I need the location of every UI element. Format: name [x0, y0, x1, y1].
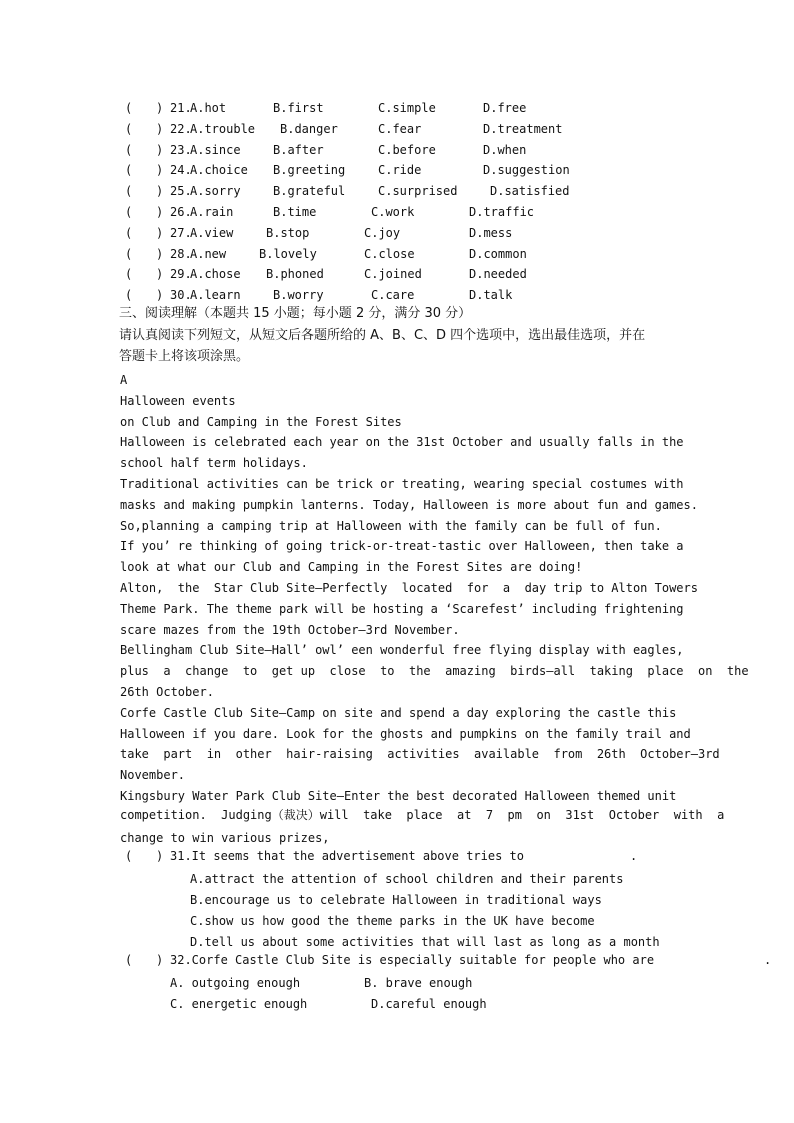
- question-paren-close: ): [156, 267, 164, 281]
- passage-title-line-1: Halloween events: [120, 394, 236, 408]
- option-b: B.greeting: [273, 163, 346, 177]
- question-number: 23.: [170, 143, 192, 157]
- option-c: C.surprised: [378, 184, 458, 198]
- paragraph-line: masks and making pumpkin lanterns. Today, Halloween is more about fun and games.: [120, 498, 698, 512]
- q32-stem: 32.Corfe Castle Club Site is especially suitable for people who are: [170, 953, 655, 967]
- instructions-line-2: 答题卡上将该项涂黑。: [119, 349, 250, 364]
- question-paren-close: ): [156, 143, 164, 157]
- paragraph-line: plus a change to get up close to the amazing birds—all taking place on the: [120, 664, 749, 678]
- question-paren: (: [125, 163, 133, 177]
- q32-option-d: D.careful enough: [371, 997, 487, 1011]
- q31-option-b: B.encourage us to celebrate Halloween in traditional ways: [190, 893, 602, 907]
- option-a: A.sorry: [190, 184, 241, 198]
- option-a: A.view: [190, 226, 234, 240]
- question-number: 28.: [170, 247, 192, 261]
- question-number: 22.: [170, 122, 192, 136]
- option-d: D.traffic: [469, 205, 535, 219]
- question-paren-close: ): [156, 205, 164, 219]
- option-b: B.phoned: [266, 267, 324, 281]
- option-b: B.first: [273, 101, 324, 115]
- paragraph-line: Theme Park. The theme park will be hosting a ‘Scarefest’ including frightening: [120, 602, 684, 616]
- q32-option-b: B. brave enough: [364, 976, 473, 990]
- paragraph-line: look at what our Club and Camping in the Forest Sites are doing!: [120, 560, 583, 574]
- option-c: C.work: [371, 205, 415, 219]
- question-paren: (: [125, 205, 133, 219]
- question-paren: (: [125, 184, 133, 198]
- question-number: 21.: [170, 101, 192, 115]
- option-a: A.new: [190, 247, 227, 261]
- question-paren-close: ): [156, 184, 164, 198]
- section-heading: 三、阅读理解（本题共 15 小题；每小题 2 分，满分 30 分）: [119, 306, 472, 321]
- question-paren-close: ): [156, 163, 164, 177]
- option-d: D.when: [483, 143, 527, 157]
- paragraph-line: Corfe Castle Club Site—Camp on site and spend a day exploring the castle this: [120, 706, 677, 720]
- paragraph-line: take part in other hair-raising activities available from 26th October—3rd: [120, 747, 720, 761]
- paragraph-line: Traditional activities can be trick or treating, wearing special costumes with: [120, 477, 684, 491]
- option-a: A.learn: [190, 288, 241, 302]
- option-a: A.chose: [190, 267, 241, 281]
- q32-period: .: [764, 953, 772, 967]
- option-c: C.fear: [378, 122, 422, 136]
- q32-option-c: C. energetic enough: [170, 997, 308, 1011]
- paragraph-line: Halloween is celebrated each year on the 31st October and usually falls in the: [120, 435, 684, 449]
- q31-option-a: A.attract the attention of school children and their parents: [190, 872, 624, 886]
- option-c: C.joined: [364, 267, 422, 281]
- option-b: B.after: [273, 143, 324, 157]
- question-paren-close: ): [156, 226, 164, 240]
- question-paren: (: [125, 247, 133, 261]
- option-c: C.ride: [378, 163, 422, 177]
- passage-title-line-2: on Club and Camping in the Forest Sites: [120, 415, 402, 429]
- q31-stem: 31.It seems that the advertisement above tries to: [170, 849, 525, 863]
- option-c: C.simple: [378, 101, 436, 115]
- question-paren: (: [125, 101, 133, 115]
- option-d: D.common: [469, 247, 527, 261]
- paragraph-line: competition. Judging（裁决）will take place at 7 pm on 31st October with a: [120, 808, 725, 822]
- question-paren: (: [125, 143, 133, 157]
- option-a: A.choice: [190, 163, 248, 177]
- question-paren-close: ): [156, 288, 164, 302]
- q31-option-c: C.show us how good the theme parks in the UK have become: [190, 914, 595, 928]
- option-d: D.suggestion: [483, 163, 570, 177]
- q32-paren: (: [125, 953, 133, 967]
- option-a: A.hot: [190, 101, 227, 115]
- question-number: 26.: [170, 205, 192, 219]
- paragraph-line: November.: [120, 768, 186, 782]
- question-paren-close: ): [156, 247, 164, 261]
- option-c: C.close: [364, 247, 415, 261]
- paragraph-line: If you’ re thinking of going trick-or-treat-tastic over Halloween, then take a: [120, 539, 684, 553]
- q32-option-a: A. outgoing enough: [170, 976, 301, 990]
- question-paren: (: [125, 122, 133, 136]
- q32-paren-close: ): [156, 953, 164, 967]
- question-number: 30.: [170, 288, 192, 302]
- paragraph-line: scare mazes from the 19th October—3rd November.: [120, 623, 460, 637]
- question-number: 24.: [170, 163, 192, 177]
- paragraph-line: Alton, the Star Club Site—Perfectly located for a day trip to Alton Towers: [120, 581, 698, 595]
- option-d: D.needed: [469, 267, 527, 281]
- option-a: A.trouble: [190, 122, 256, 136]
- option-d: D.talk: [469, 288, 513, 302]
- option-d: D.satisfied: [490, 184, 570, 198]
- paragraph-line: change to win various prizes,: [120, 831, 330, 845]
- instructions-line-1: 请认真阅读下列短文，从短文后各题所给的 A、B、C、D 四个选项中，选出最佳选项，并在: [119, 328, 646, 343]
- option-b: B.time: [273, 205, 317, 219]
- question-number: 25.: [170, 184, 192, 198]
- option-d: D.mess: [469, 226, 513, 240]
- paragraph-line: Kingsbury Water Park Club Site—Enter the best decorated Halloween themed unit: [120, 789, 677, 803]
- question-paren: (: [125, 226, 133, 240]
- option-c: C.before: [378, 143, 436, 157]
- question-number: 27.: [170, 226, 192, 240]
- paragraph-line: Halloween if you dare. Look for the ghosts and pumpkins on the family trail and: [120, 727, 691, 741]
- passage-label: A: [120, 373, 128, 387]
- question-paren: (: [125, 267, 133, 281]
- option-b: B.worry: [273, 288, 324, 302]
- option-b: B.stop: [266, 226, 310, 240]
- option-b: B.lovely: [259, 247, 317, 261]
- option-d: D.treatment: [483, 122, 563, 136]
- question-number: 29.: [170, 267, 192, 281]
- option-a: A.since: [190, 143, 241, 157]
- option-c: C.care: [371, 288, 415, 302]
- option-b: B.grateful: [273, 184, 346, 198]
- question-paren: (: [125, 288, 133, 302]
- q31-paren-close: ): [156, 849, 164, 863]
- option-d: D.free: [483, 101, 527, 115]
- option-b: B.danger: [280, 122, 338, 136]
- paragraph-line: So,planning a camping trip at Halloween with the family can be full of fun.: [120, 519, 662, 533]
- q31-paren: (: [125, 849, 133, 863]
- q31-option-d: D.tell us about some activities that will last as long as a month: [190, 935, 660, 949]
- q31-period: .: [630, 849, 638, 863]
- option-c: C.joy: [364, 226, 401, 240]
- paragraph-line: school half term holidays.: [120, 456, 308, 470]
- paragraph-line: 26th October.: [120, 685, 214, 699]
- question-paren-close: ): [156, 101, 164, 115]
- paragraph-line: Bellingham Club Site—Hall’ owl’ een wonderful free flying display with eagles,: [120, 643, 684, 657]
- question-paren-close: ): [156, 122, 164, 136]
- option-a: A.rain: [190, 205, 234, 219]
